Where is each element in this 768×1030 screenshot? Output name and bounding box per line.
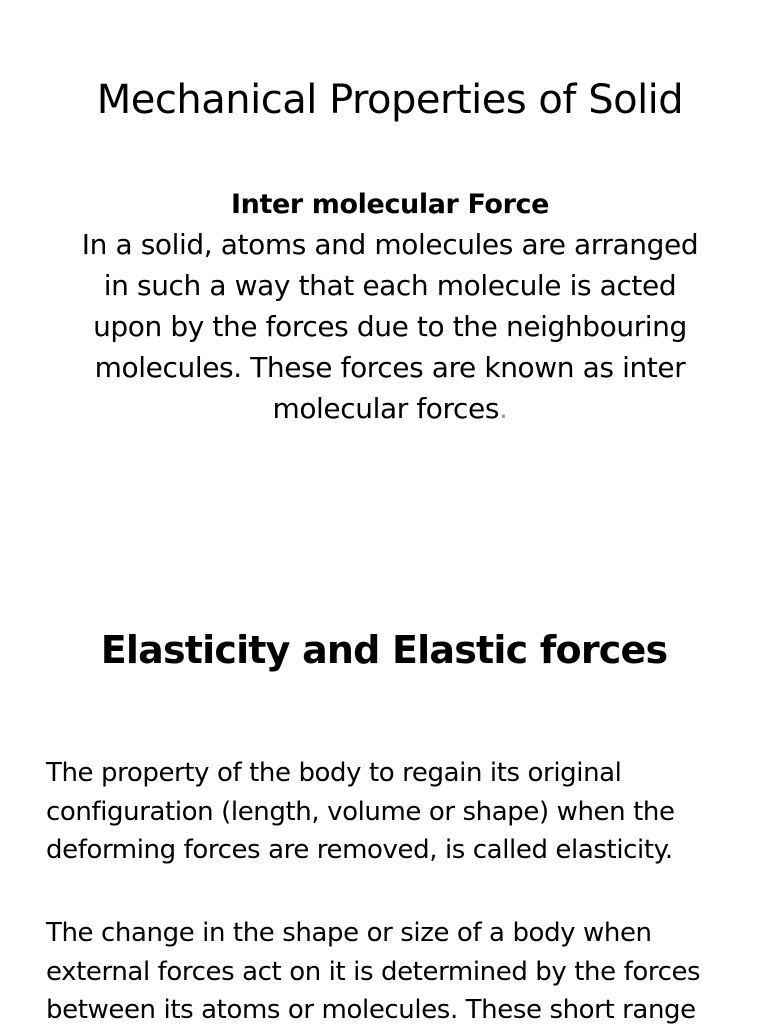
slide-body bbox=[80, 186, 700, 429]
body-end-dot: . bbox=[499, 392, 508, 425]
slide-title: Elasticity and Elastic forces bbox=[100, 628, 668, 672]
paragraph-definition: The property of the body to regain its original configuration (length, volume or shape) when the deforming forces are removed, is called elasticity. bbox=[46, 758, 675, 865]
body-text: In a solid, atoms and molecules are arranged in such a way that each molecule is acted upon by the forces due to the neighbouring molecules. These forces are known as inter molecular forces bbox=[81, 228, 699, 425]
slide-elasticity bbox=[0, 560, 768, 1024]
subheading: Inter molecular Force bbox=[231, 189, 549, 220]
slide-title: Mechanical Properties of Solid bbox=[96, 77, 684, 123]
paragraph-forces: The change in the shape or size of a body when external forces act on it is determined by the forces between its atoms or molecules. These short range bbox=[46, 918, 701, 1025]
body-text-block bbox=[80, 224, 700, 429]
